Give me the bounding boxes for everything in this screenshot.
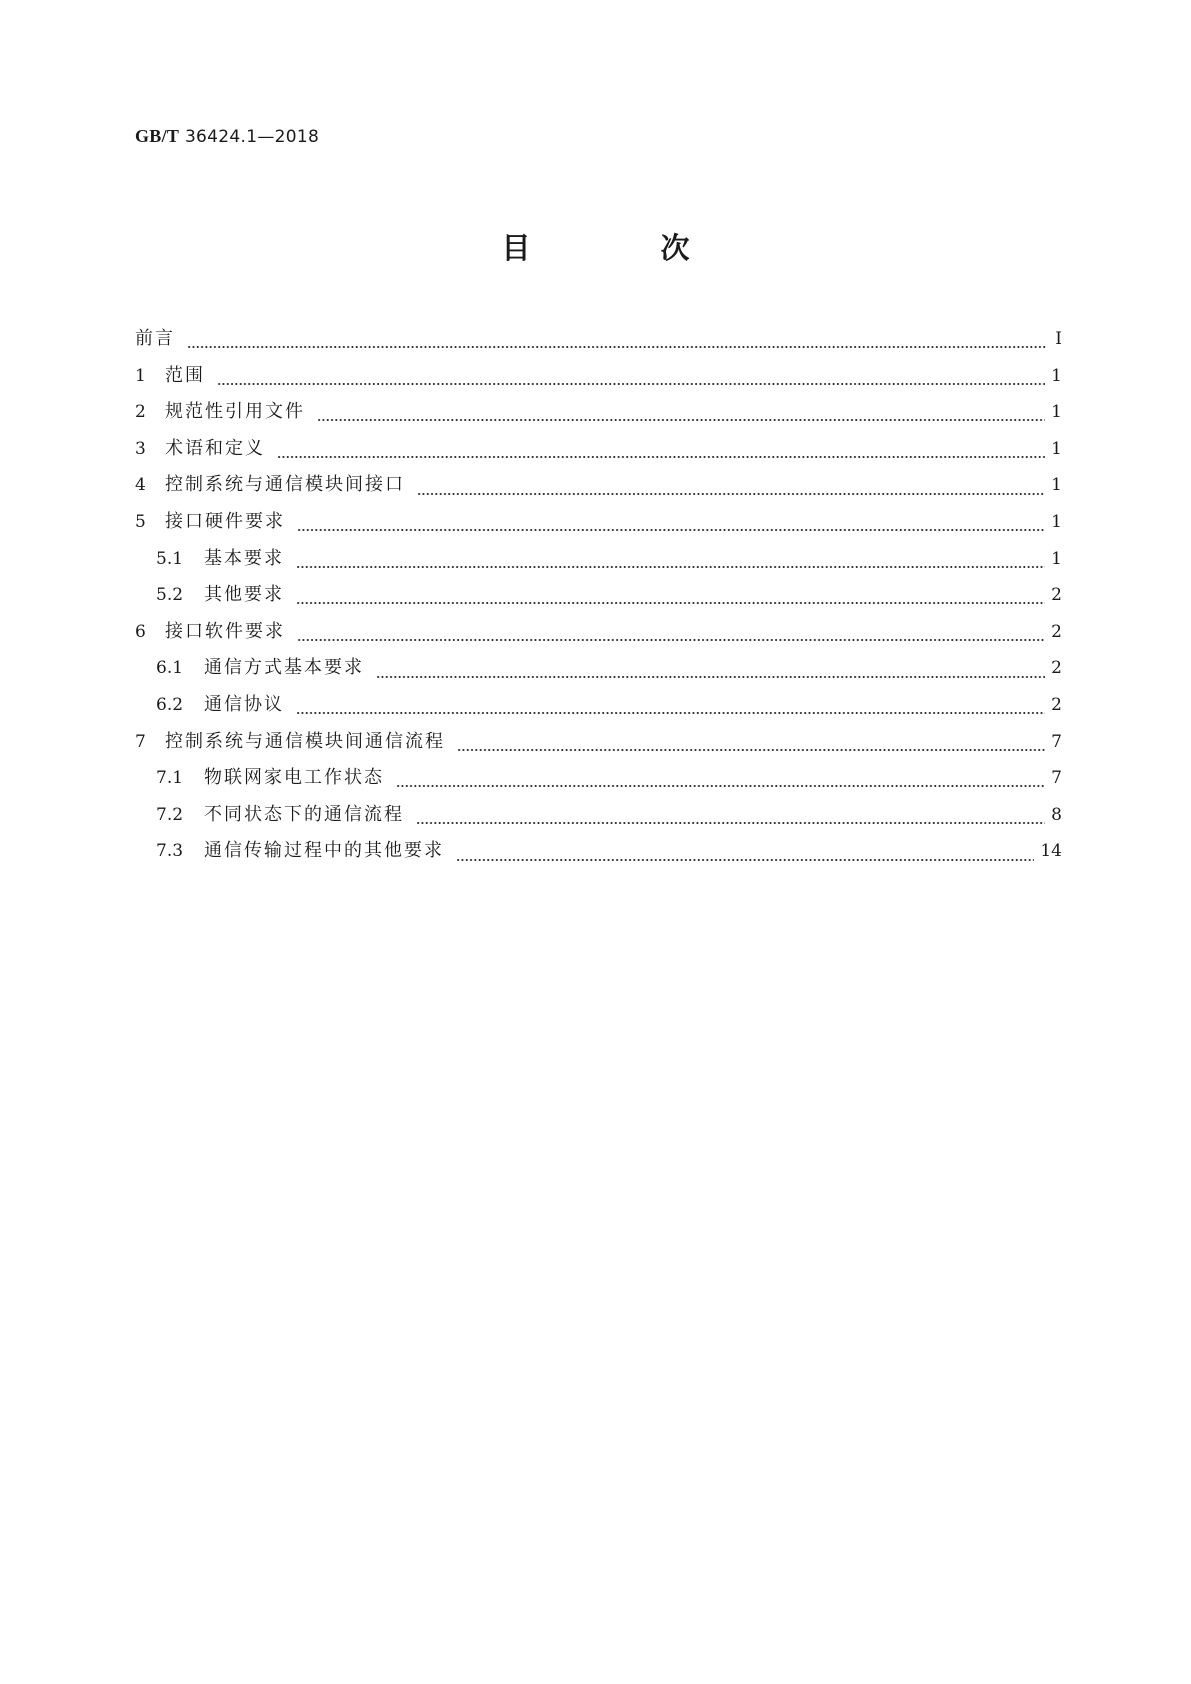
dot-leader: [217, 370, 1045, 388]
toc-entry[interactable]: [135, 397, 1062, 434]
dot-leader: [296, 553, 1045, 571]
dot-leader: [396, 772, 1045, 790]
dot-leader: [277, 443, 1045, 461]
dot-leader: [296, 699, 1045, 717]
dot-leader: [457, 736, 1045, 754]
toc-entry-page: 14: [1040, 841, 1062, 862]
toc-subentry[interactable]: [135, 544, 1062, 581]
toc-entry[interactable]: [135, 727, 1062, 764]
toc-subentry[interactable]: [135, 690, 1062, 727]
toc-entry-number: 7: [135, 731, 146, 752]
toc-entry-number: 6: [135, 621, 146, 642]
toc-entry-number: 5.1: [156, 548, 184, 569]
dot-leader: [296, 589, 1045, 607]
dot-leader: [187, 333, 1046, 351]
toc-entry-number: 5: [135, 511, 146, 532]
toc-entry-number: 1: [135, 365, 146, 386]
toc-entry-page: 1: [1051, 548, 1062, 569]
toc-subentry[interactable]: [135, 836, 1062, 873]
dot-leader: [297, 626, 1045, 644]
toc-entry-label: 基本要求: [204, 547, 284, 569]
toc-entry-page: 7: [1051, 731, 1062, 752]
toc-entry-page: 8: [1051, 804, 1062, 825]
toc-entry-label: 术语和定义: [165, 437, 265, 459]
toc-entry-page: 1: [1051, 511, 1062, 532]
toc-entry-number: 4: [135, 475, 146, 496]
toc-entry[interactable]: [135, 617, 1062, 654]
toc-entry[interactable]: [135, 434, 1062, 471]
toc-entry-number: 2: [135, 402, 146, 423]
toc-entry-number: 3: [135, 438, 146, 459]
toc-entry-page: 1: [1051, 438, 1062, 459]
standard-number: 36424.1—2018: [184, 127, 320, 147]
toc-entry[interactable]: [135, 507, 1062, 544]
toc-entry-label: 其他要求: [204, 584, 284, 606]
toc-subentry[interactable]: [135, 653, 1062, 690]
toc-entry-number: 5.2: [156, 585, 184, 606]
toc-entry[interactable]: [135, 324, 1062, 361]
standard-id: [135, 126, 319, 147]
toc-entry-page: 2: [1051, 585, 1062, 606]
toc-entry[interactable]: [135, 470, 1062, 507]
toc-entry-number: 6.2: [156, 694, 184, 715]
toc-entry-label: 接口软件要求: [165, 620, 285, 642]
toc-entry-number: 7.1: [156, 768, 184, 789]
toc-entry-label: 范围: [165, 364, 205, 386]
toc-entry-label: 物联网家电工作状态: [204, 767, 384, 789]
dot-leader: [317, 406, 1045, 424]
toc-entry-page: 1: [1051, 402, 1062, 423]
toc-entry-label: 通信方式基本要求: [204, 657, 364, 679]
page-title: 目 次: [501, 231, 750, 265]
dot-leader: [297, 516, 1045, 534]
toc-entry-label: 控制系统与通信模块间通信流程: [165, 730, 445, 752]
standard-prefix: GB/T: [135, 126, 180, 146]
toc-subentry[interactable]: [135, 580, 1062, 617]
toc-entry-page: 2: [1051, 658, 1062, 679]
toc-entry-page: 2: [1051, 694, 1062, 715]
dot-leader: [456, 846, 1034, 864]
toc-subentry[interactable]: [135, 800, 1062, 837]
toc-entry-label: 通信协议: [204, 693, 284, 715]
toc-entry[interactable]: [135, 361, 1062, 398]
toc-entry-page: 1: [1051, 365, 1062, 386]
toc-entry-page: Ⅰ: [1055, 329, 1062, 349]
table-of-contents: [135, 324, 1062, 873]
toc-entry-label: 前言: [135, 328, 175, 349]
toc-entry-label: 通信传输过程中的其他要求: [204, 840, 444, 862]
toc-entry-label: 规范性引用文件: [165, 401, 305, 423]
toc-entry-page: 1: [1051, 475, 1062, 496]
toc-entry-number: 6.1: [156, 658, 184, 679]
toc-entry-label: 控制系统与通信模块间接口: [165, 474, 405, 496]
toc-entry-number: 7.2: [156, 804, 184, 825]
toc-entry-page: 2: [1051, 621, 1062, 642]
dot-leader: [416, 809, 1045, 827]
toc-entry-label: 接口硬件要求: [165, 510, 285, 532]
dot-leader: [376, 663, 1045, 681]
toc-entry-number: 7.3: [156, 841, 184, 862]
dot-leader: [417, 480, 1045, 498]
toc-entry-label: 不同状态下的通信流程: [204, 803, 404, 825]
toc-subentry[interactable]: [135, 763, 1062, 800]
toc-entry-page: 7: [1051, 768, 1062, 789]
